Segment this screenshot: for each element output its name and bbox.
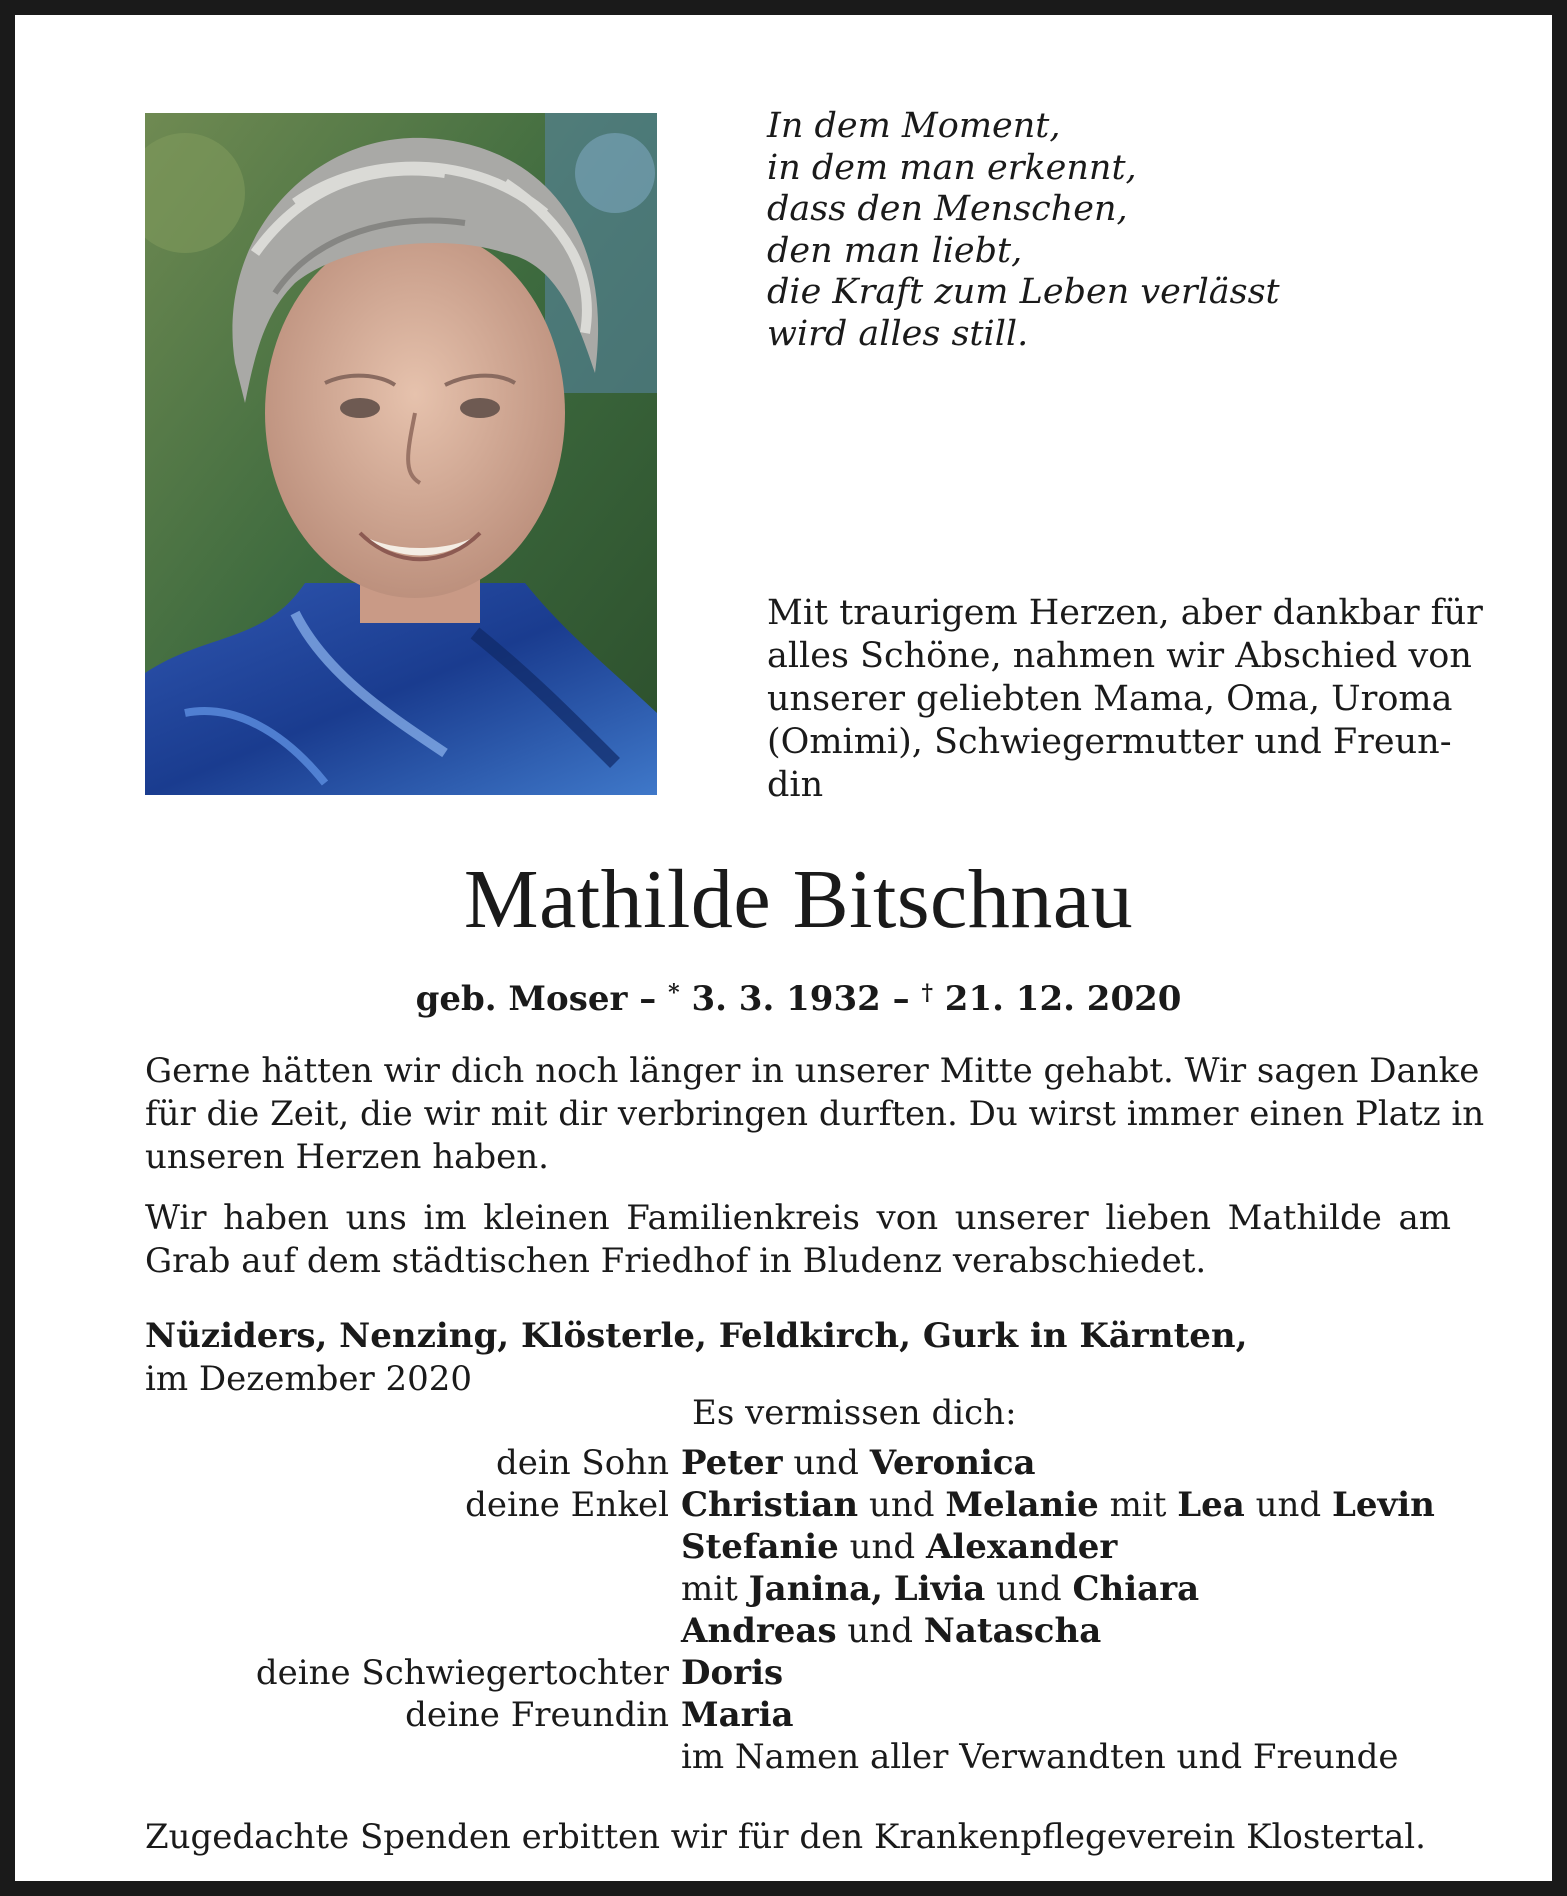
birth-date: 3. 3. 1932 <box>679 979 881 1019</box>
mourner-name: Veronica <box>869 1443 1036 1483</box>
mourner-row-closing <box>145 1736 1465 1778</box>
mourner-names <box>681 1484 1465 1526</box>
relation-label: dein Sohn <box>495 1443 669 1483</box>
date-line: im Dezember 2020 <box>145 1359 473 1399</box>
dash: – <box>627 979 669 1019</box>
mourner-name: Lea <box>1177 1485 1245 1525</box>
life-dates <box>15 973 1567 1019</box>
mourner-row <box>145 1610 1465 1652</box>
relation-label: deine Enkel <box>465 1485 669 1525</box>
closing-line: im Namen aller Verwandten und Freunde <box>681 1737 1399 1777</box>
mourner-name: Peter <box>681 1443 783 1483</box>
relation-label-empty <box>145 1526 681 1568</box>
conjunction: und <box>1255 1485 1322 1525</box>
paragraph-line: Grab auf dem städtischen Friedhof in Bludenz verabschiedet. <box>145 1241 1207 1281</box>
conjunction: und <box>793 1443 859 1483</box>
intro-line: unserer geliebten Mama, Oma, Uroma <box>767 679 1453 719</box>
paragraph-line: unseren Herzen haben. <box>145 1137 549 1177</box>
mourner-names <box>681 1442 1465 1484</box>
places-block <box>145 1315 1451 1401</box>
paragraph-line: Wir haben uns im kleinen Familienkreis von unserer lieben Mathilde am <box>145 1198 1451 1238</box>
poem-line: dass den Menschen, <box>767 189 1128 229</box>
poem-line: in dem man erkennt, <box>767 147 1137 188</box>
intro-line: alles Schöne, nahmen wir Abschied von <box>767 636 1472 676</box>
conjunction: und <box>849 1527 916 1567</box>
relation-label: deine Schwiegertochter <box>255 1653 669 1693</box>
deceased-name: Mathilde Bitschnau <box>463 853 1134 946</box>
mourner-name: Maria <box>681 1695 794 1735</box>
places: Nüziders, Nenzing, Klösterle, Feldkirch, Gurk in Kärnten, <box>145 1316 1248 1356</box>
mourner-row-son <box>145 1442 1465 1484</box>
poem-line: In dem Moment, <box>767 106 1061 146</box>
mourner-row <box>145 1568 1465 1610</box>
mourner-names <box>681 1652 1465 1694</box>
relation-label: deine Freundin <box>405 1695 669 1735</box>
death-date: 21. 12. 2020 <box>932 979 1182 1019</box>
conjunction: und <box>868 1485 935 1525</box>
mourners-list <box>145 1442 1465 1778</box>
mourner-row <box>145 1526 1465 1568</box>
intro-line: (Omimi), Schwiegermutter und Freun- <box>767 722 1452 762</box>
intro-line: din <box>767 765 824 805</box>
intro-text <box>767 592 1483 807</box>
poem <box>767 106 1487 355</box>
paragraph-line: Gerne hätten wir dich noch länger in unserer Mitte gehabt. Wir sagen Danke <box>145 1051 1480 1091</box>
paragraph-line: für die Zeit, die wir mit dir verbringen durften. Du wirst immer einen Platz in <box>145 1094 1485 1134</box>
relation-label-empty <box>145 1610 681 1652</box>
mourner-names <box>681 1610 1465 1652</box>
mourner-row-daughter-in-law <box>145 1652 1465 1694</box>
mourner-row-grandchildren <box>145 1484 1465 1526</box>
mourner-name: Janina, <box>748 1569 883 1609</box>
poem-line: wird alles still. <box>767 313 1029 354</box>
portrait-illustration <box>145 113 657 795</box>
intro-line: Mit traurigem Herzen, aber dankbar für <box>767 593 1483 633</box>
conjunction: mit <box>1109 1485 1167 1525</box>
poem-line: den man liebt, <box>767 230 1023 271</box>
mourner-name: Stefanie <box>681 1527 839 1567</box>
birth-name: geb. Moser <box>415 979 628 1019</box>
conjunction: und <box>847 1611 913 1651</box>
mourner-names <box>681 1526 1465 1568</box>
mourner-name: Levin <box>1331 1485 1435 1525</box>
paragraph-thanks <box>145 1050 1485 1179</box>
mourner-name: Natascha <box>923 1611 1102 1651</box>
relation-label-empty <box>145 1568 681 1610</box>
mourner-name: Christian <box>681 1485 859 1525</box>
paragraph-farewell <box>145 1197 1451 1283</box>
poem-line: die Kraft zum Leben verlässt <box>767 272 1280 312</box>
mourner-name: Melanie <box>945 1485 1099 1525</box>
dash: – <box>880 979 922 1019</box>
mourner-name: Doris <box>681 1653 784 1693</box>
relation-label-empty <box>145 1736 681 1778</box>
miss-heading: Es vermissen dich: <box>692 1393 1017 1433</box>
mourner-name: Andreas <box>681 1611 837 1651</box>
mourner-name: Alexander <box>926 1527 1118 1567</box>
mourner-row-friend <box>145 1694 1465 1736</box>
conjunction: und <box>996 1569 1062 1609</box>
conjunction: mit <box>681 1569 738 1609</box>
death-symbol: † <box>921 980 933 1006</box>
mourner-name: Livia <box>893 1569 986 1609</box>
birth-symbol: * <box>668 980 680 1006</box>
donation-note: Zugedachte Spenden erbitten wir für den Krankenpflegeverein Klostertal. <box>145 1817 1426 1857</box>
mourner-names <box>681 1568 1465 1610</box>
portrait-photo <box>145 113 657 795</box>
mourner-names <box>681 1694 1465 1736</box>
mourner-name: Chiara <box>1072 1569 1200 1609</box>
